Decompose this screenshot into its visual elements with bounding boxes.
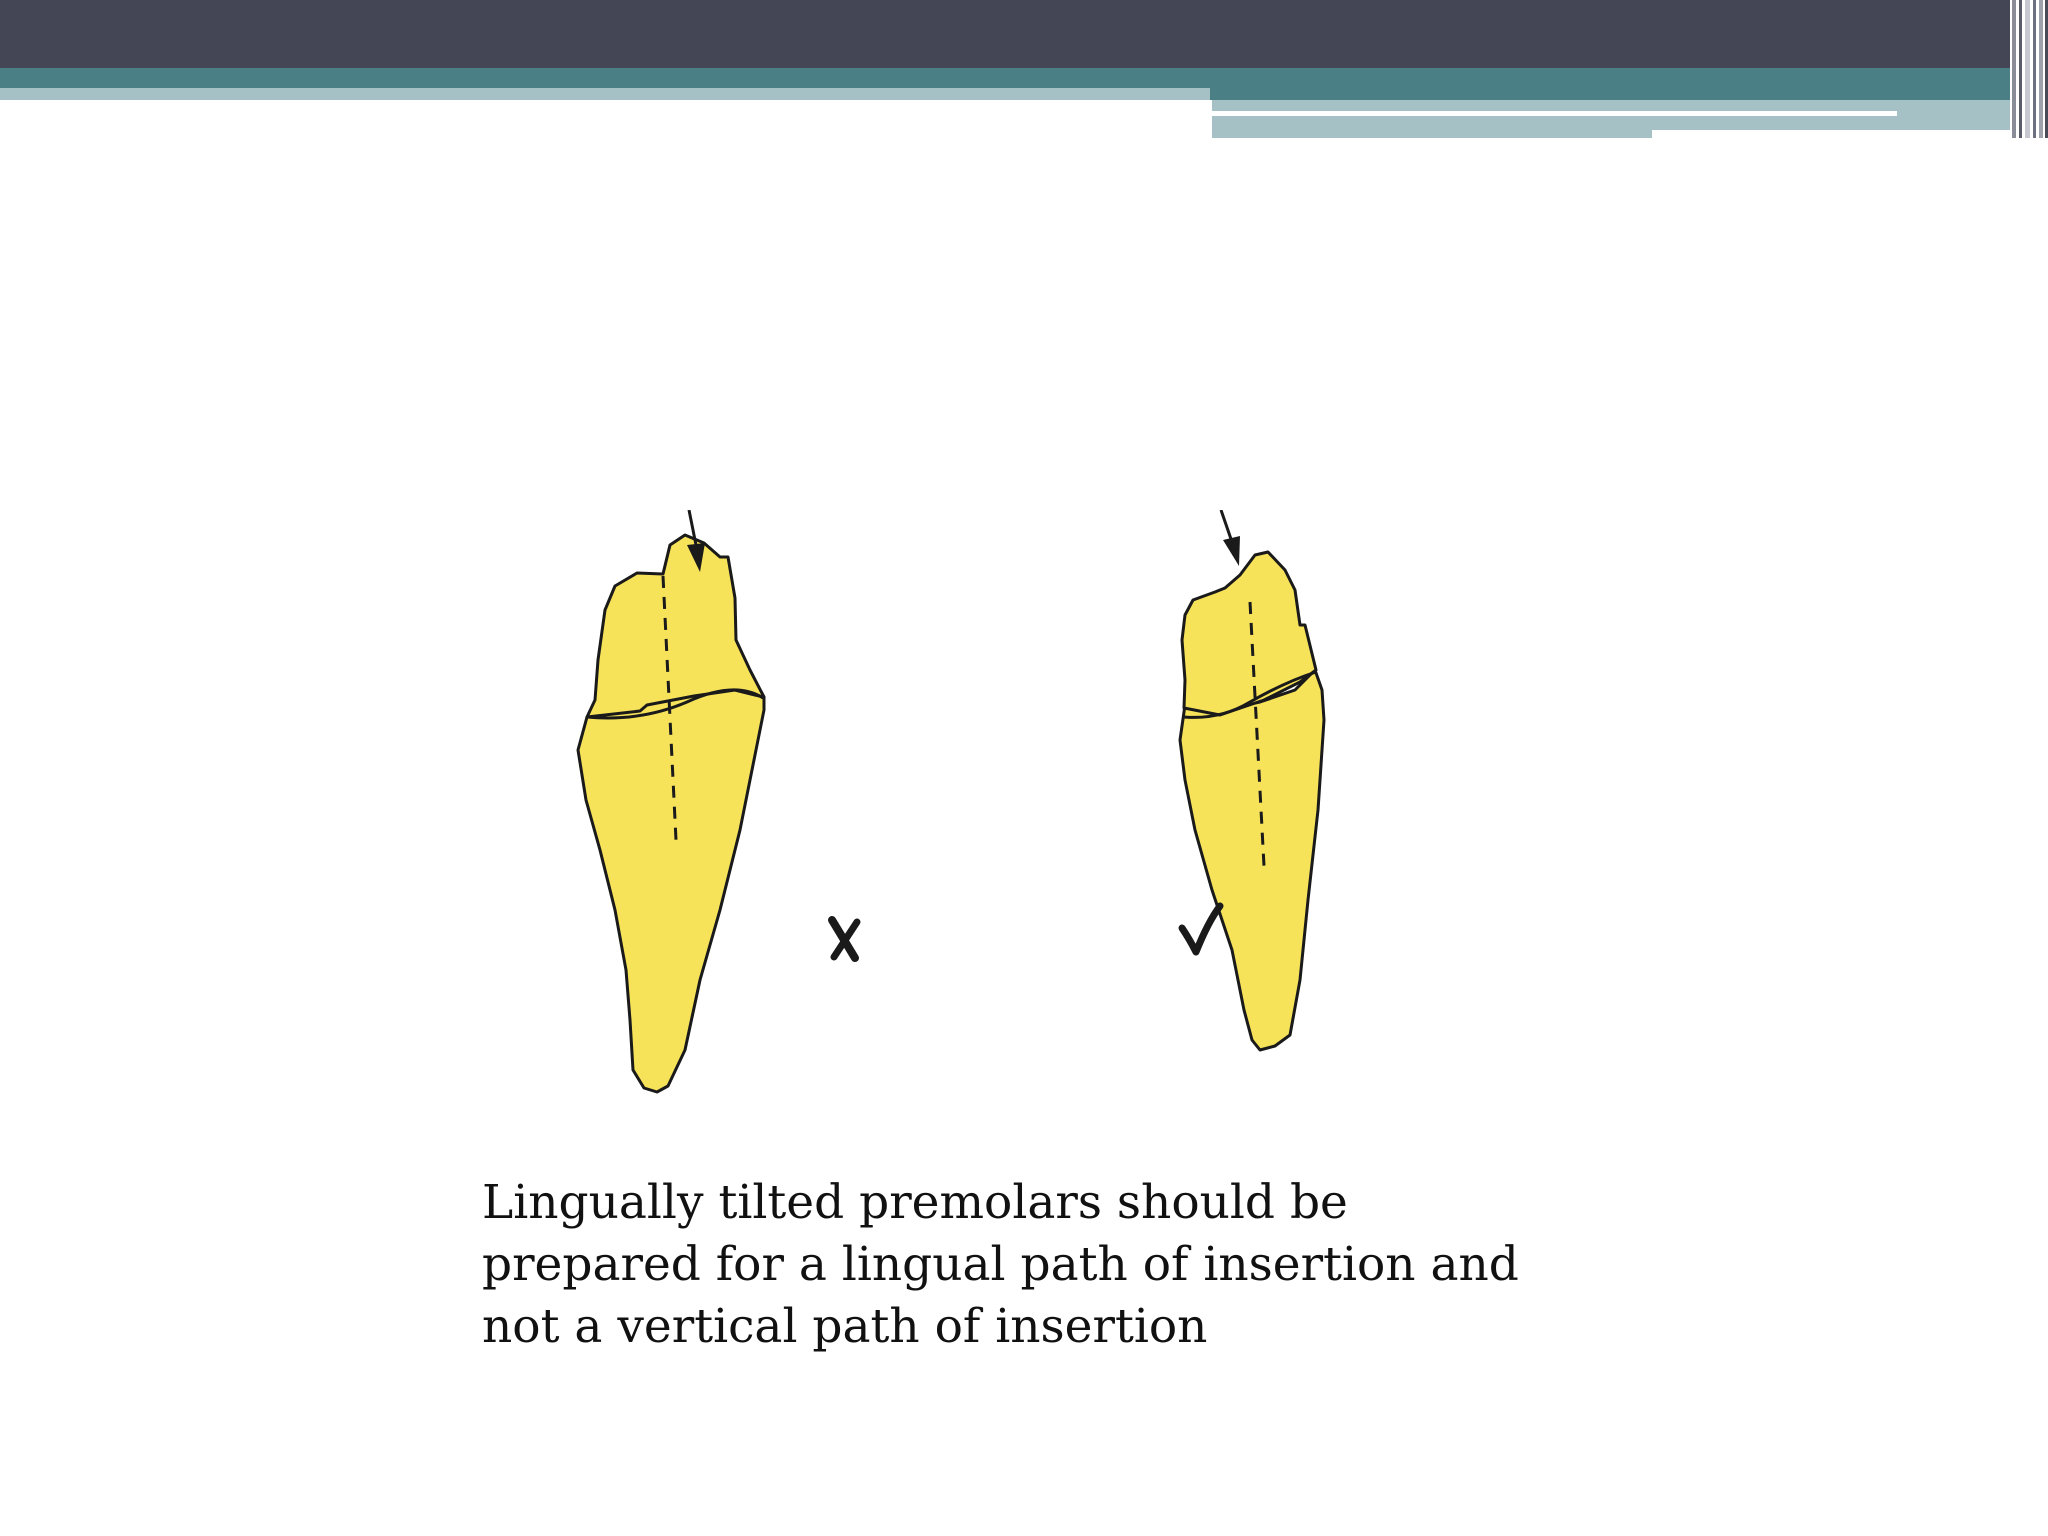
caption-line-2: prepared for a lingual path of insertion and [482, 1237, 1519, 1292]
cross-mark-icon [832, 920, 857, 958]
left-premolar [578, 510, 857, 1092]
header-edge-stripes [2010, 0, 2048, 138]
right-tooth-body [1180, 670, 1324, 1050]
header-teal-band-right [1210, 88, 2010, 100]
header-white-line-short [1652, 130, 2012, 138]
caption-line-3: not a vertical path of insertion [482, 1299, 1208, 1354]
arrow-icon [1221, 510, 1240, 566]
header-teal-band [0, 68, 2010, 88]
header-white-line [1212, 111, 1897, 116]
header-light-band-left [0, 88, 1210, 100]
check-mark-icon [1182, 906, 1220, 952]
caption [482, 1172, 1582, 1358]
premolar-comparison-figure [560, 510, 1460, 1110]
right-premolar [1180, 510, 1324, 1050]
caption-line-1: Lingually tilted premolars should be [482, 1175, 1348, 1230]
header-bar [0, 0, 2048, 68]
